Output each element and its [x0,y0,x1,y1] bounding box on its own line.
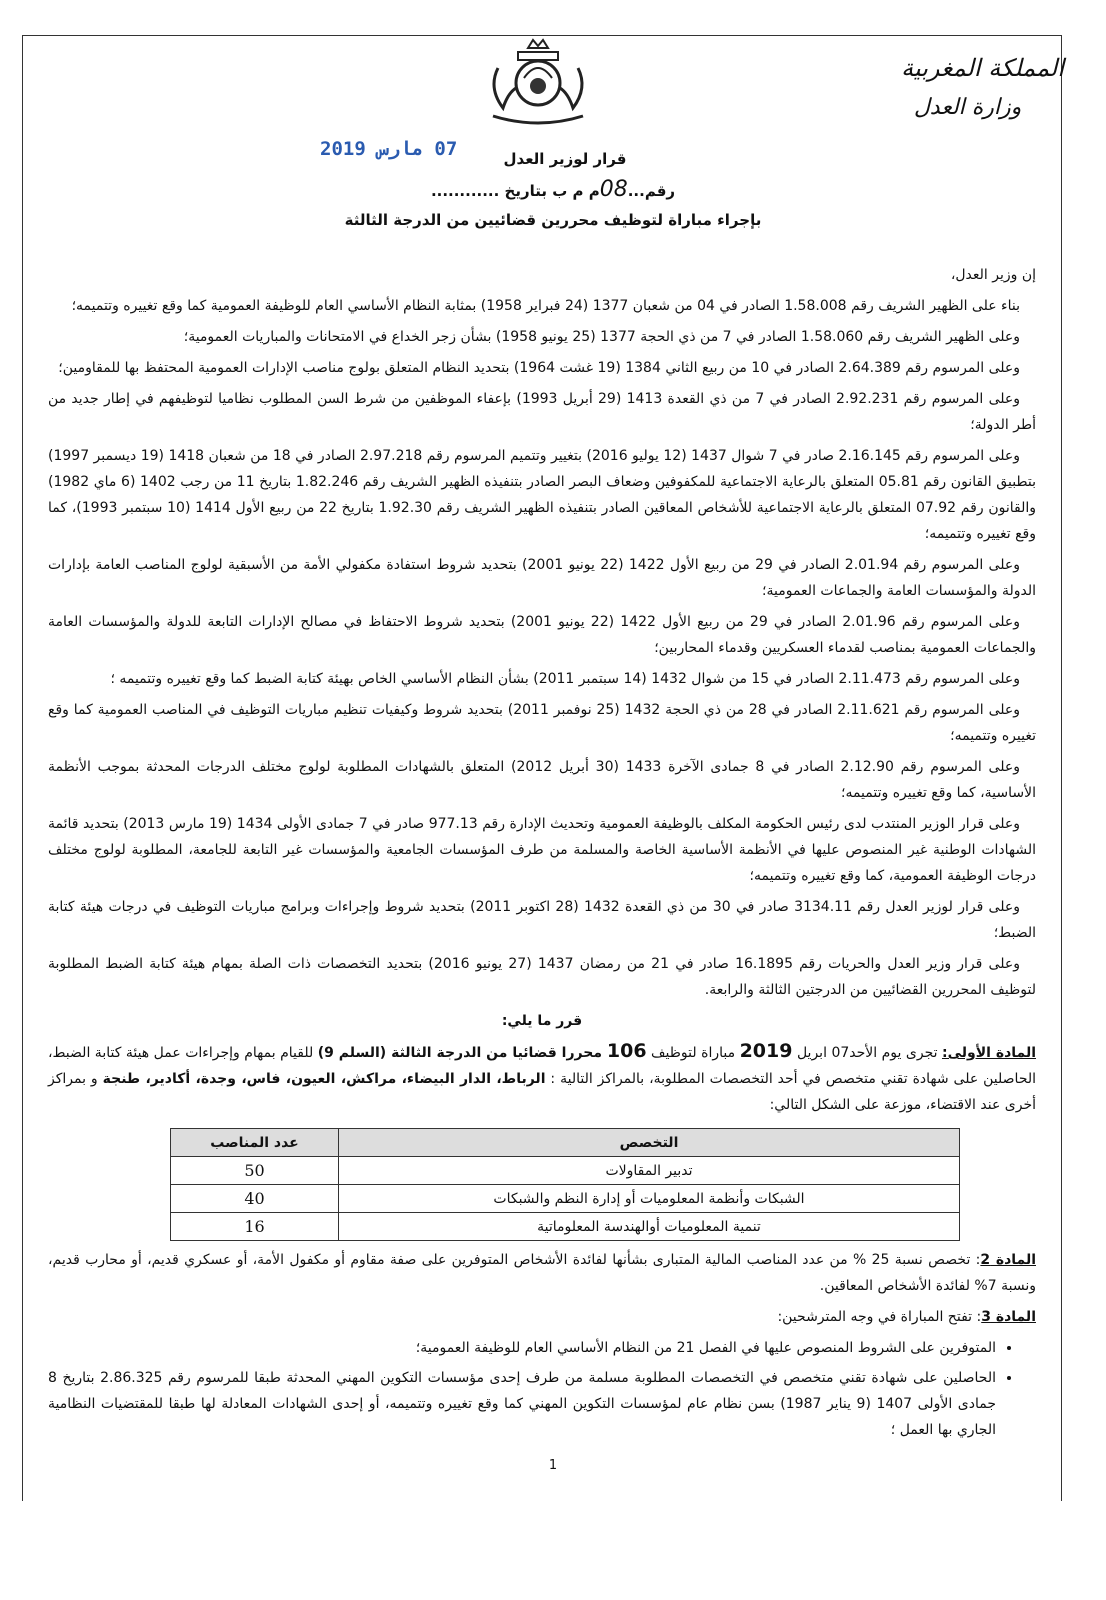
article-1-text: تجرى يوم الأحد07 ابريل [792,1045,942,1061]
preamble-clause: وعلى المرسوم رقم 2.01.96 الصادر في 29 من ربيع الأول 1422 (22 يونيو 2001) بتحديد شروط الاحتفاظ في مصالح الإدارات التابعة للدولة والمؤسسات العامة والجماعات العمومية بمناصب لقدماء العسكريين وقدماء المحاربين؛ [48,614,1036,656]
table-row [171,1185,960,1213]
preamble-clause: وعلى المرسوم رقم 2.11.621 الصادر في 28 من ذي الحجة 1432 (25 نوفمبر 2011) بتحديد شروط وكيفيات تنظيم مباريات التوظيف في المناصب العمومية كما وقع تغييره وتتميمه؛ [48,702,1036,744]
article-1-text: و بمراكز أخرى عند الاقتضاء، موزعة على الشكل التالي: [48,1071,1036,1113]
posts-cell: 50 [171,1157,339,1185]
article-3-text: : تفتح المباراة في وجه المترشحين: [777,1309,982,1325]
article-1-text: للقيام بمهام وإجراءات عمل هيئة كتابة الضبط، الحاصلين على شهادة تقني متخصص في أحد التخصصات المطلوبة، بالمراكز التالية : [48,1045,1037,1087]
table-row [171,1157,960,1185]
preamble-clause: وعلى المرسوم رقم 2.01.94 الصادر في 29 من ربيع الأول 1422 (22 يونيو 2001) بتحديد شروط استفادة مكفولي الأمة من الأسبقية لولوج المناصب العامة بإدارات الدولة والمؤسسات العامة والجماعات العمومية؛ [48,557,1036,599]
page-number: 1 [548,1458,558,1473]
decision-heading: قرر ما يلي: [501,1013,583,1029]
posts-cell: 16 [171,1213,339,1241]
document-body [48,262,1036,1443]
article-3 [48,1304,1036,1330]
article-1-grade: محررا قضائيا من الدرجة الثالثة (السلم 9) [317,1045,607,1061]
exam-year: 2019 [739,1040,793,1062]
preamble-clause: بناء على الظهير الشريف رقم 1.58.008 الصادر في 04 من شعبان 1377 (24 فبراير 1958) بمثابة النظام الأساسي العام للوظيفة العمومية كما وقع تغييره وتتميمه؛ [71,298,1020,314]
header-posts: عدد المناصب [171,1129,339,1157]
preamble-clause: وعلى قرار الوزير المنتدب لدى رئيس الحكومة المكلف بالوظيفة العمومية وتحديث الإدارة رقم 977.13 صادر في 7 جمادى الأولى 1434 (19 مارس 2013) بتحديد قائمة الشهادات الوطنية غير المنصوص عليها في الأنظمة الأساسية الخاصة والمسلمة من طرف المؤسسات الجامعية والمؤسسات غير التابعة للجامعة، المطلوبة لولوج مختلف درجات الوظيفة العمومية، كما وقع تغييره وتتميمه؛ [48,816,1036,884]
article-3-conditions [48,1335,1036,1443]
decree-subject: بإجراء مباراة لتوظيف محررين قضائيين من الدرجة الثالثة [344,211,762,229]
preamble-clause: وعلى قرار لوزير العدل رقم 3134.11 صادر في 30 من ذي القعدة 1432 (28 اكتوبر 2011) بتحديد شروط وإجراءات وبرامج مباريات التوظيف في درجات هيئة كتابة الضبط؛ [48,899,1036,941]
header-specialty: التخصص [339,1129,960,1157]
preamble-clause: وعلى الظهير الشريف رقم 1.58.060 الصادر في 7 من ذي الحجة 1377 (25 يونيو 1958) بشأن زجر الخداع في الامتحانات والمباريات العمومية؛ [183,329,1020,345]
preamble-clause: وعلى المرسوم رقم 2.11.473 الصادر في 15 من شوال 1432 (14 سبتمبر 2011) بشأن النظام الأساسي الخاص بهيئة كتابة الضبط كما وقع تغييره وتتميمه ؛ [110,671,1020,687]
preamble-clause: وعلى المرسوم رقم 2.16.145 صادر في 7 شوال 1437 (12 يوليو 2016) بتغيير وتتميم المرسوم رقم 2.97.218 الصادر في 18 من شعبان 1418 (19 ديسمبر 1997) بتطبيق القانون رقم 05.81 المتعلق بالرعاية الاجتماعية للمكفوفين وضعاف البصر الصادر بتنفيذه الظهير الشريف رقم 1.82.246 بتاريخ 11 من رجب 1402 (6 ماي 1982) والقانون رقم 07.92 المتعلق بالرعاية الاجتماعية للأشخاص المعاقين الصادر بتنفيذه الظهير الشريف رقم 1.92.30 بتاريخ 22 من ربيع الأول 1414 (10 سبتمبر 1993)، كما وقع تغييره وتتميمه؛ [48,448,1037,542]
exam-centers: الرباط، الدار البيضاء، مراكش، العيون، فاس، وجدة، أكادير، طنجة [102,1071,546,1087]
number-value: 08 [599,177,628,202]
preamble-opening: إن وزير العدل، [950,267,1036,283]
table-row [171,1213,960,1241]
posts-count: 106 [606,1040,647,1062]
article-1-label: المادة الأولى: [942,1045,1036,1061]
specialty-cell: الشبكات وأنظمة المعلوميات أو إدارة النظم والشبكات [339,1185,960,1213]
preamble-clause: وعلى المرسوم رقم 2.92.231 الصادر في 7 من ذي القعدة 1413 (29 أبريل 1993) بإعفاء الموظفين من شرط السن المطلوب نظاميا لتوظيفهم في إطار جديد من أطر الدولة؛ [48,391,1036,433]
condition-item: • الحاصلين على شهادة تقني متخصص في التخصصات المطلوبة مسلمة من طرف إحدى مؤسسات التكوين المهني المحدثة طبقا للمرسوم رقم 2.86.325 بتاريخ 8 جمادى الأولى 1407 (9 يناير 1987) بسن نظام عام لمؤسسات التكوين المهني كما وقع تغييره وتتميمه، أو إحدى الشهادات المعادلة لها طبقا للمقتضيات النظامية الجاري بها العمل ؛ [48,1365,996,1443]
preamble-clause: وعلى المرسوم رقم 2.12.90 الصادر في 8 جمادى الآخرة 1433 (30 أبريل 2012) المتعلق بالشهادات المطلوبة لولوج مختلف الدرجات المحدثة بموجب الأنظمة الأساسية، كما وقع تغييره وتتميمه؛ [48,759,1036,801]
specialty-cell: تدبير المقاولات [339,1157,960,1185]
kingdom-name: المملكة المغربية [901,54,1064,82]
number-suffix: م م ب بتاريخ ............ [430,182,600,200]
condition-item: • المتوفرين على الشروط المنصوص عليها في الفصل 21 من النظام الأساسي العام للوظيفة العمومية؛ [48,1335,996,1361]
posts-table [170,1128,960,1241]
article-1-text: مباراة لتوظيف [646,1045,740,1061]
article-3-label: المادة 3 [981,1309,1036,1325]
preamble-clause: وعلى المرسوم رقم 2.64.389 الصادر في 10 من ربيع الثاني 1384 (19 غشت 1964) بتحديد النظام المتعلق بولوج مناصب الإدارات العمومية المحتفظ بها للمقاومين؛ [58,360,1020,376]
ministry-name: وزارة العدل [913,95,1022,120]
article-2 [48,1247,1036,1299]
posts-cell: 40 [171,1185,339,1213]
decree-title: قرار لوزير العدل [503,150,627,168]
article-1 [48,1038,1036,1118]
date-stamp: 07 مارس 2019 [320,138,458,160]
number-prefix: رقم... [627,182,676,200]
article-2-text: : تخصص نسبة 25 % من عدد المناصب المالية المتبارى بشأنها لفائدة الأشخاص المتوفرين على صفة مقاوم أو مكفول الأمة، أو عسكري قديم، أو محارب قديم، ونسبة 7% لفائدة الأشخاص المعاقين. [48,1252,1036,1294]
preamble-clause: وعلى قرار وزير العدل والحريات رقم 16.1895 صادر في 21 من رمضان 1437 (27 يونيو 2016) بتحديد التخصصات ذات الصلة بمهام هيئة كتابة الضبط المطلوبة لتوظيف المحررين القضائيين من الدرجتين الثالثة والرابعة. [48,956,1036,998]
article-2-label: المادة 2 [980,1252,1036,1268]
specialty-cell: تنمية المعلوميات أوالهندسة المعلوماتية [339,1213,960,1241]
